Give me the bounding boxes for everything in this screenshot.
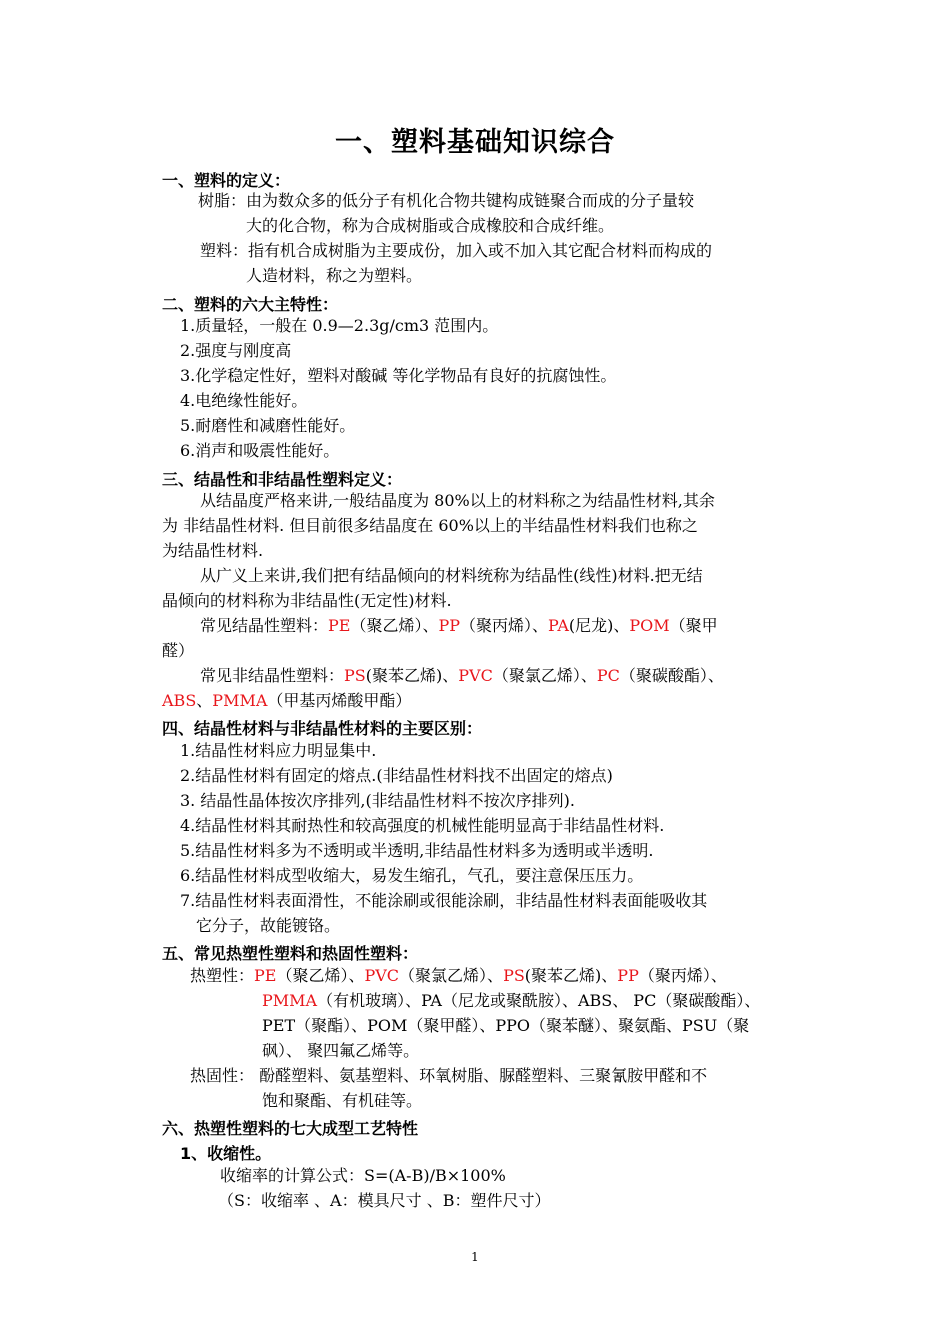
pc-name: （聚碳酸酯）、 — [619, 666, 724, 685]
difference-item: 3. 结晶性晶体按次序排列,(非结晶性材料不按次序排列). — [180, 791, 576, 810]
difference-item: 5.结晶性材料多为不透明或半透明,非结晶性材料多为透明或半透明. — [180, 841, 654, 860]
plastic-definition-line2: 人造材料，称之为塑料。 — [246, 266, 423, 285]
crystallinity-para1-line1: 从结晶度严格来讲,一般结晶度为 80%以上的材料称之为结晶性材料,其余 — [200, 491, 715, 510]
section-heading-properties: 二、塑料的六大主特性： — [162, 295, 339, 314]
pp-name: （聚丙烯）、 — [638, 966, 727, 985]
crystalline-plastics-line — [200, 614, 718, 638]
ps-abbr: PS — [503, 966, 525, 985]
thermoset-line1: 热固性： 酚醛塑料、氨基塑料、环氧树脂、脲醛塑料、三聚氰胺甲醛和不 — [190, 1066, 708, 1085]
pe-name: （聚乙烯）、 — [350, 616, 439, 635]
amorphous-plastics-line-tail — [162, 689, 411, 713]
pe-name: （聚乙烯）、 — [276, 966, 365, 985]
ps-name: (聚苯乙烯)、 — [524, 966, 618, 985]
thermoplastic-line2 — [262, 989, 760, 1013]
pvc-abbr: PVC — [458, 666, 493, 685]
pa-name: (尼龙)、 — [568, 616, 630, 635]
amorphous-plastics-line — [200, 664, 724, 688]
thermoplastic-line1 — [190, 964, 727, 988]
pp-abbr: PP — [617, 966, 639, 985]
property-item: 4.电绝缘性能好。 — [180, 391, 308, 410]
difference-item: 2.结晶性材料有固定的熔点.(非结晶性材料找不出固定的熔点) — [180, 766, 613, 785]
pc-abbr: PC — [596, 666, 620, 685]
pe-abbr: PE — [328, 616, 351, 635]
plastic-definition-line1: 塑料：指有机合成树脂为主要成份，加入或不加入其它配合材料而构成的 — [200, 241, 713, 260]
thermoplastic-line3: PET（聚酯）、POM（聚甲醛）、PPO（聚苯醚）、聚氨酯、PSU（聚 — [262, 1016, 750, 1035]
section-heading-thermo: 五、常见热塑性塑料和热固性塑料： — [162, 944, 419, 963]
pvc-name: （聚氯乙烯）、 — [399, 966, 504, 985]
section-heading-crystallinity: 三、结晶性和非结晶性塑料定义： — [162, 470, 403, 489]
crystalline-label: 常见结晶性塑料： — [200, 616, 329, 635]
property-item: 6.消声和吸震性能好。 — [180, 441, 340, 460]
ps-name: (聚苯乙烯)、 — [365, 666, 459, 685]
thermoplastic-line2-rest: （有机玻璃）、PA（尼龙或聚酰胺）、ABS、 PC（聚碳酸酯）、 — [317, 991, 761, 1010]
crystallinity-para2-line1: 从广义上来讲,我们把有结晶倾向的材料统称为结晶性(线性)材料.把无结 — [200, 566, 703, 585]
pmma-abbr: PMMA — [212, 691, 268, 710]
pom-name: （聚甲 — [669, 616, 718, 635]
abs-abbr: ABS — [162, 691, 197, 710]
property-item: 1.质量轻，一般在 0.9—2.3g/cm3 范围内。 — [180, 316, 499, 335]
difference-item: 1.结晶性材料应力明显集中. — [180, 741, 377, 760]
separator: 、 — [196, 691, 213, 710]
difference-item-7-line2: 它分子，故能镀铬。 — [196, 916, 341, 935]
resin-definition-line1: 树脂：由为数众多的低分子有机化合物共键构成链聚合而成的分子量较 — [198, 191, 695, 210]
crystalline-plastics-line-tail: 醛） — [162, 641, 195, 660]
thermoplastic-line4: 砜）、 聚四氟乙烯等。 — [262, 1041, 420, 1060]
property-item: 2.强度与刚度高 — [180, 341, 292, 360]
pmma-name: （甲基丙烯酸甲酯） — [267, 691, 412, 710]
thermoset-line2: 饱和聚酯、有机硅等。 — [262, 1091, 423, 1110]
crystallinity-para2-line2: 晶倾向的材料称为非结晶性(无定性)材料. — [162, 591, 452, 610]
section-heading-differences: 四、结晶性材料与非结晶性材料的主要区别： — [162, 719, 483, 738]
pmma-abbr: PMMA — [262, 991, 318, 1010]
pa-abbr: PA — [548, 616, 569, 635]
property-item: 3.化学稳定性好，塑料对酸碱 等化学物品有良好的抗腐蚀性。 — [180, 366, 617, 385]
page-number: 1 — [471, 1250, 479, 1264]
pp-abbr: PP — [438, 616, 461, 635]
shrinkage-formula: 收缩率的计算公式：S=(A-B)/B×100% — [220, 1166, 506, 1185]
pvc-name: （聚氯乙烯）、 — [492, 666, 597, 685]
pp-name: （聚丙烯）、 — [460, 616, 549, 635]
thermoplastic-label: 热塑性： — [190, 966, 255, 985]
property-item: 5.耐磨性和减磨性能好。 — [180, 416, 356, 435]
difference-item: 4.结晶性材料其耐热性和较高强度的机械性能明显高于非结晶性材料. — [180, 816, 665, 835]
section-heading-molding: 六、热塑性塑料的七大成型工艺特性 — [162, 1119, 419, 1138]
crystallinity-para1-line2: 为 非结晶性材料. 但目前很多结晶度在 60%以上的半结晶性材料我们也称之 — [162, 516, 698, 535]
subheading-shrinkage: 1、收缩性。 — [180, 1144, 272, 1163]
page-title: 一、塑料基础知识综合 — [335, 127, 615, 158]
ps-abbr: PS — [344, 666, 366, 685]
pe-abbr: PE — [254, 966, 277, 985]
section-heading-definition: 一、塑料的定义： — [162, 171, 291, 190]
pvc-abbr: PVC — [364, 966, 400, 985]
pom-abbr: POM — [629, 616, 670, 635]
difference-item-7-line1: 7.结晶性材料表面滑性，不能涂刷或很能涂刷，非结晶性材料表面能吸收其 — [180, 891, 708, 910]
crystallinity-para1-line3: 为结晶性材料. — [162, 541, 264, 560]
difference-item: 6.结晶性材料成型收缩大，易发生缩孔，气孔，要注意保压压力。 — [180, 866, 644, 885]
shrinkage-formula-legend: （S：收缩率 、A：模具尺寸 、B：塑件尺寸） — [218, 1191, 551, 1210]
resin-definition-line2: 大的化合物，称为合成树脂或合成橡胶和合成纤维。 — [246, 216, 615, 235]
amorphous-label: 常见非结晶性塑料： — [200, 666, 345, 685]
